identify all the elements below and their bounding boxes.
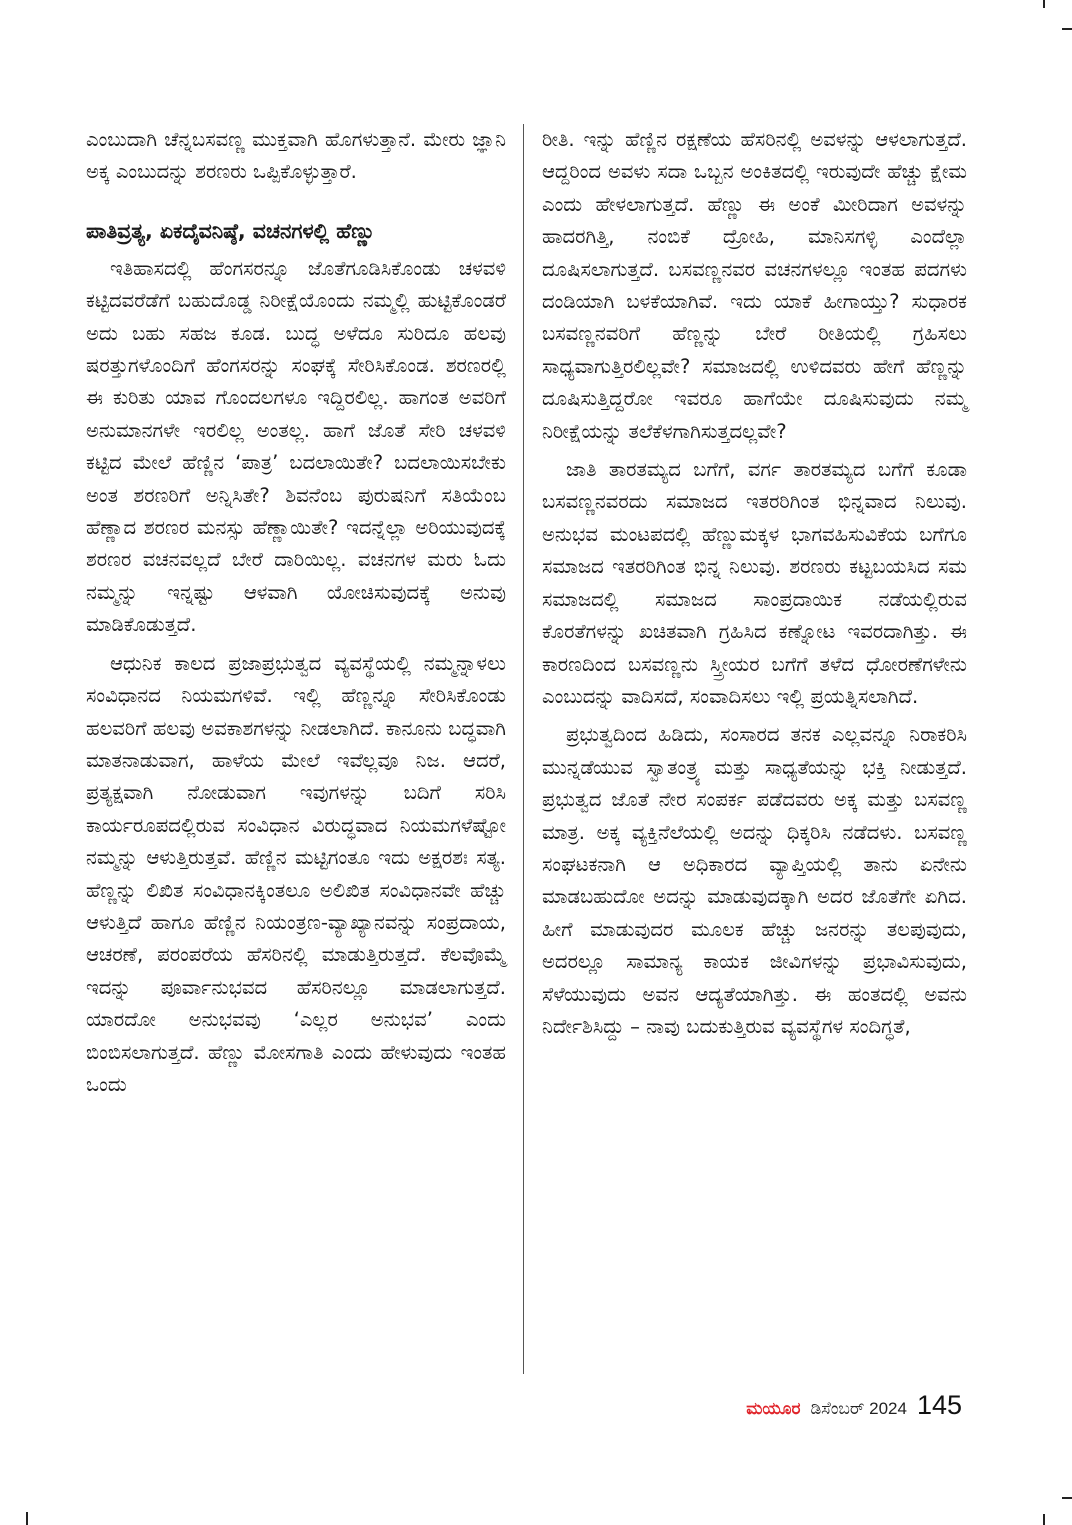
- body-paragraph: ಪ್ರಭುತ್ವದಿಂದ ಹಿಡಿದು, ಸಂಸಾರದ ತನಕ ಎಲ್ಲವನ್ನೂ ನಿರಾಕರಿಸಿ ಮುನ್ನಡೆಯುವ ಸ್ವಾತಂತ್ರ್ಯ ಮತ್ತು ಸಾಧ್ಯತೆಯನ್ನು ಭಕ್ತಿ ನೀಡುತ್ತದೆ. ಪ್ರಭುತ್ವದ ಜೊತೆ ನೇರ ಸಂಪರ್ಕ ಪಡೆದವರು ಅಕ್ಕ ಮತ್ತು ಬಸವಣ್ಣ ಮಾತ್ರ. ಅಕ್ಕ ವ್ಯಕ್ತಿನೆಲೆಯಲ್ಲಿ ಅದನ್ನು ಧಿಕ್ಕರಿಸಿ ನಡೆದಳು. ಬಸವಣ್ಣ ಸಂಘಟಕನಾಗಿ ಆ ಅಧಿಕಾರದ ವ್ಯಾಪ್ತಿಯಲ್ಲಿ ತಾನು ಏನೇನು ಮಾಡಬಹುದೋ ಅದನ್ನು ಮಾಡುವುದಕ್ಕಾಗಿ ಅದರ ಜೊತೆಗೇ ಏಗಿದ. ಹೀಗೆ ಮಾಡುವುದರ ಮೂಲಕ ಹೆಚ್ಚು ಜನರನ್ನು ತಲಪುವುದು, ಅದರಲ್ಲೂ ಸಾಮಾನ್ಯ ಕಾಯಕ ಜೀವಿಗಳನ್ನು ಪ್ರಭಾವಿಸುವುದು, ಸೆಳೆಯುವುದು ಅವನ ಆದ್ಯತೆಯಾಗಿತ್ತು. ಈ ಹಂತದಲ್ಲಿ ಅವನು ನಿರ್ದೇಶಿಸಿದ್ದು – ನಾವು ಬದುಕುತ್ತಿರುವ ವ್ಯವಸ್ಥೆಗಳ ಸಂದಿಗ್ಧತೆ,: [542, 723, 967, 1038]
- issue-date: ಡಿಸೆಂಬರ್ 2024: [810, 1399, 907, 1418]
- section-heading: ಪಾತಿವ್ರತ್ಯ, ಏಕದೈವನಿಷ್ಠೆ, ವಚನಗಳಲ್ಲಿ ಹೆಣ್ಣು: [86, 218, 376, 243]
- body-paragraph: ಆಧುನಿಕ ಕಾಲದ ಪ್ರಜಾಪ್ರಭುತ್ವದ ವ್ಯವಸ್ಥೆಯಲ್ಲಿ ನಮ್ಮನ್ನಾಳಲು ಸಂವಿಧಾನದ ನಿಯಮಗಳಿವೆ. ಇಲ್ಲಿ ಹೆಣ್ಣನ್ನೂ ಸೇರಿಸಿಕೊಂಡು ಹಲವರಿಗೆ ಹಲವು ಅವಕಾಶಗಳನ್ನು ನೀಡಲಾಗಿದೆ. ಕಾನೂನು ಬದ್ಧವಾಗಿ ಮಾತನಾಡುವಾಗ, ಹಾಳೆಯ ಮೇಲೆ ಇವೆಲ್ಲವೂ ನಿಜ. ಆದರೆ, ಪ್ರತ್ಯಕ್ಷವಾಗಿ ನೋಡುವಾಗ ಇವುಗಳನ್ನು ಬದಿಗೆ ಸರಿಸಿ ಕಾರ್ಯರೂಪದಲ್ಲಿರುವ ಸಂವಿಧಾನ ವಿರುದ್ಧವಾದ ನಿಯಮಗಳೆಷ್ಟೋ ನಮ್ಮನ್ನು ಆಳುತ್ತಿರುತ್ತವೆ. ಹೆಣ್ಣಿನ ಮಟ್ಟಿಗಂತೂ ಇದು ಅಕ್ಷರಶಃ ಸತ್ಯ. ಹೆಣ್ಣನ್ನು ಲಿಖಿತ ಸಂವಿಧಾನಕ್ಕಿಂತಲೂ ಅಲಿಖಿತ ಸಂವಿಧಾನವೇ ಹೆಚ್ಚು ಆಳುತ್ತಿದೆ ಹಾಗೂ ಹೆಣ್ಣಿನ ನಿಯಂತ್ರಣ-ವ್ಯಾಖ್ಯಾನವನ್ನು ಸಂಪ್ರದಾಯ, ಆಚರಣೆ, ಪರಂಪರೆಯ ಹೆಸರಿನಲ್ಲಿ ಮಾಡುತ್ತಿರುತ್ತದೆ. ಕೆಲವೊಮ್ಮೆ ಇದನ್ನು ಪೂರ್ವಾನುಭವದ ಹೆಸರಿನಲ್ಲೂ ಮಾಡಲಾಗುತ್ತದೆ. ಯಾರದೋ ಅನುಭವವು ‘ಎಲ್ಲರ ಅನುಭವ’ ಎಂದು ಬಿಂಬಿಸಲಾಗುತ್ತದೆ. ಹೆಣ್ಣು ಮೋಸಗಾತಿ ಎಂದು ಹೇಳುವುದು ಇಂತಹ ಒಂದು: [86, 651, 506, 1096]
- body-paragraph: ಎಂಬುದಾಗಿ ಚೆನ್ನಬಸವಣ್ಣ ಮುಕ್ತವಾಗಿ ಹೊಗಳುತ್ತಾನೆ. ಮೇರು ಜ್ಞಾನಿ ಅಕ್ಕ ಎಂಬುದನ್ನು ಶರಣರು ಒಪ್ಪಿಕೊಳ್ಳುತ್ತಾರೆ.: [86, 128, 506, 184]
- page-footer: [746, 1390, 962, 1421]
- right-column: [542, 124, 967, 1043]
- page-number: 145: [916, 1390, 962, 1420]
- crop-mark-top-right-h: [1062, 28, 1072, 30]
- left-column: [86, 124, 506, 1101]
- body-paragraph: ರೀತಿ. ಇನ್ನು ಹೆಣ್ಣಿನ ರಕ್ಷಣೆಯ ಹೆಸರಿನಲ್ಲಿ ಅವಳನ್ನು ಆಳಲಾಗುತ್ತದೆ. ಆದ್ದರಿಂದ ಅವಳು ಸದಾ ಒಬ್ಬನ ಅಂಕಿತದಲ್ಲಿ ಇರುವುದೇ ಹೆಚ್ಚು ಕ್ಷೇಮ ಎಂದು ಹೇಳಲಾಗುತ್ತದೆ. ಹೆಣ್ಣು ಈ ಅಂಕೆ ಮೀರಿದಾಗ ಅವಳನ್ನು ಹಾದರಗಿತ್ತಿ, ನಂಬಿಕೆ ದ್ರೋಹಿ, ಮಾನಿಸಗಳ್ಳಿ ಎಂದೆಲ್ಲಾ ದೂಷಿಸಲಾಗುತ್ತದೆ. ಬಸವಣ್ಣನವರ ವಚನಗಳಲ್ಲೂ ಇಂತಹ ಪದಗಳು ದಂಡಿಯಾಗಿ ಬಳಕೆಯಾಗಿವೆ. ಇದು ಯಾಕೆ ಹೀಗಾಯ್ತು? ಸುಧಾರಕ ಬಸವಣ್ಣನವರಿಗೆ ಹೆಣ್ಣನ್ನು ಬೇರೆ ರೀತಿಯಲ್ಲಿ ಗ್ರಹಿಸಲು ಸಾಧ್ಯವಾಗುತ್ತಿರಲಿಲ್ಲವೇ? ಸಮಾಜದಲ್ಲಿ ಉಳಿದವರು ಹೇಗೆ ಹೆಣ್ಣನ್ನು ದೂಷಿಸುತ್ತಿದ್ದರೋ ಇವರೂ ಹಾಗೆಯೇ ದೂಷಿಸುವುದು ನಮ್ಮ ನಿರೀಕ್ಷೆಯನ್ನು ತಲೆಕೆಳಗಾಗಿಸುತ್ತದಲ್ಲವೇ?: [542, 128, 967, 443]
- crop-mark-bottom-left-v: [26, 1512, 28, 1525]
- crop-mark-bottom-right-h: [1062, 1497, 1072, 1499]
- crop-mark-top-right-v: [1043, 0, 1045, 8]
- crop-mark-bottom-right-v: [1043, 1514, 1045, 1525]
- body-paragraph: ಇತಿಹಾಸದಲ್ಲಿ ಹೆಂಗಸರನ್ನೂ ಜೊತೆಗೂಡಿಸಿಕೊಂಡು ಚಳವಳಿ ಕಟ್ಟಿದವರೆಡೆಗೆ ಬಹುದೊಡ್ಡ ನಿರೀಕ್ಷೆಯೊಂದು ನಮ್ಮಲ್ಲಿ ಹುಟ್ಟಿಕೊಂಡರೆ ಅದು ಬಹು ಸಹಜ ಕೂಡ. ಬುದ್ಧ ಅಳೆದೂ ಸುರಿದೂ ಹಲವು ಷರತ್ತುಗಳೊಂದಿಗೆ ಹೆಂಗಸರನ್ನು ಸಂಘಕ್ಕೆ ಸೇರಿಸಿಕೊಂಡ. ಶರಣರಲ್ಲಿ ಈ ಕುರಿತು ಯಾವ ಗೊಂದಲಗಳೂ ಇದ್ದಿರಲಿಲ್ಲ. ಹಾಗಂತ ಅವರಿಗೆ ಅನುಮಾನಗಳೇ ಇರಲಿಲ್ಲ ಅಂತಲ್ಲ. ಹಾಗೆ ಜೊತೆ ಸೇರಿ ಚಳವಳಿ ಕಟ್ಟಿದ ಮೇಲೆ ಹೆಣ್ಣಿನ ‘ಪಾತ್ರ’ ಬದಲಾಯಿತೇ? ಬದಲಾಯಿಸಬೇಕು ಅಂತ ಶರಣರಿಗೆ ಅನ್ನಿಸಿತೇ? ಶಿವನೆಂಬ ಪುರುಷನಿಗೆ ಸತಿಯೆಂಬ ಹೆಣ್ಣಾದ ಶರಣರ ಮನಸ್ಸು ಹೆಣ್ಣಾಯಿತೇ? ಇದನ್ನೆಲ್ಲಾ ಅರಿಯುವುದಕ್ಕೆ ಶರಣರ ವಚನವಲ್ಲದೆ ಬೇರೆ ದಾರಿಯಿಲ್ಲ. ವಚನಗಳ ಮರು ಓದು ನಮ್ಮನ್ನು ಇನ್ನಷ್ಟು ಆಳವಾಗಿ ಯೋಚಿಸುವುದಕ್ಕೆ ಅನುವು ಮಾಡಿಕೊಡುತ್ತದೆ.: [86, 256, 506, 637]
- body-paragraph: ಜಾತಿ ತಾರತಮ್ಯದ ಬಗೆಗೆ, ವರ್ಗ ತಾರತಮ್ಯದ ಬಗೆಗೆ ಕೂಡಾ ಬಸವಣ್ಣನವರದು ಸಮಾಜದ ಇತರರಿಗಿಂತ ಭಿನ್ನವಾದ ನಿಲುವು. ಅನುಭವ ಮಂಟಪದಲ್ಲಿ ಹೆಣ್ಣುಮಕ್ಕಳ ಭಾಗವಹಿಸುವಿಕೆಯ ಬಗೆಗೂ ಸಮಾಜದ ಇತರರಿಗಿಂತ ಭಿನ್ನ ನಿಲುವು. ಶರಣರು ಕಟ್ಟಬಯಸಿದ ಸಮ ಸಮಾಜದಲ್ಲಿ ಸಮಾಜದ ಸಾಂಪ್ರದಾಯಿಕ ನಡೆಯಲ್ಲಿರುವ ಕೊರತೆಗಳನ್ನು ಖಚಿತವಾಗಿ ಗ್ರಹಿಸಿದ ಕಣ್ನೋಟ ಇವರದಾಗಿತ್ತು. ಈ ಕಾರಣದಿಂದ ಬಸವಣ್ಣನು ಸ್ತ್ರೀಯರ ಬಗೆಗೆ ತಳೆದ ಧೋರಣೆಗಳೇನು ಎಂಬುದನ್ನು ವಾದಿಸದೆ, ಸಂವಾದಿಸಲು ಇಲ್ಲಿ ಪ್ರಯತ್ನಿಸಲಾಗಿದೆ.: [542, 458, 967, 708]
- column-divider: [523, 124, 524, 1374]
- magazine-name: ಮಯೂರ: [746, 1399, 801, 1418]
